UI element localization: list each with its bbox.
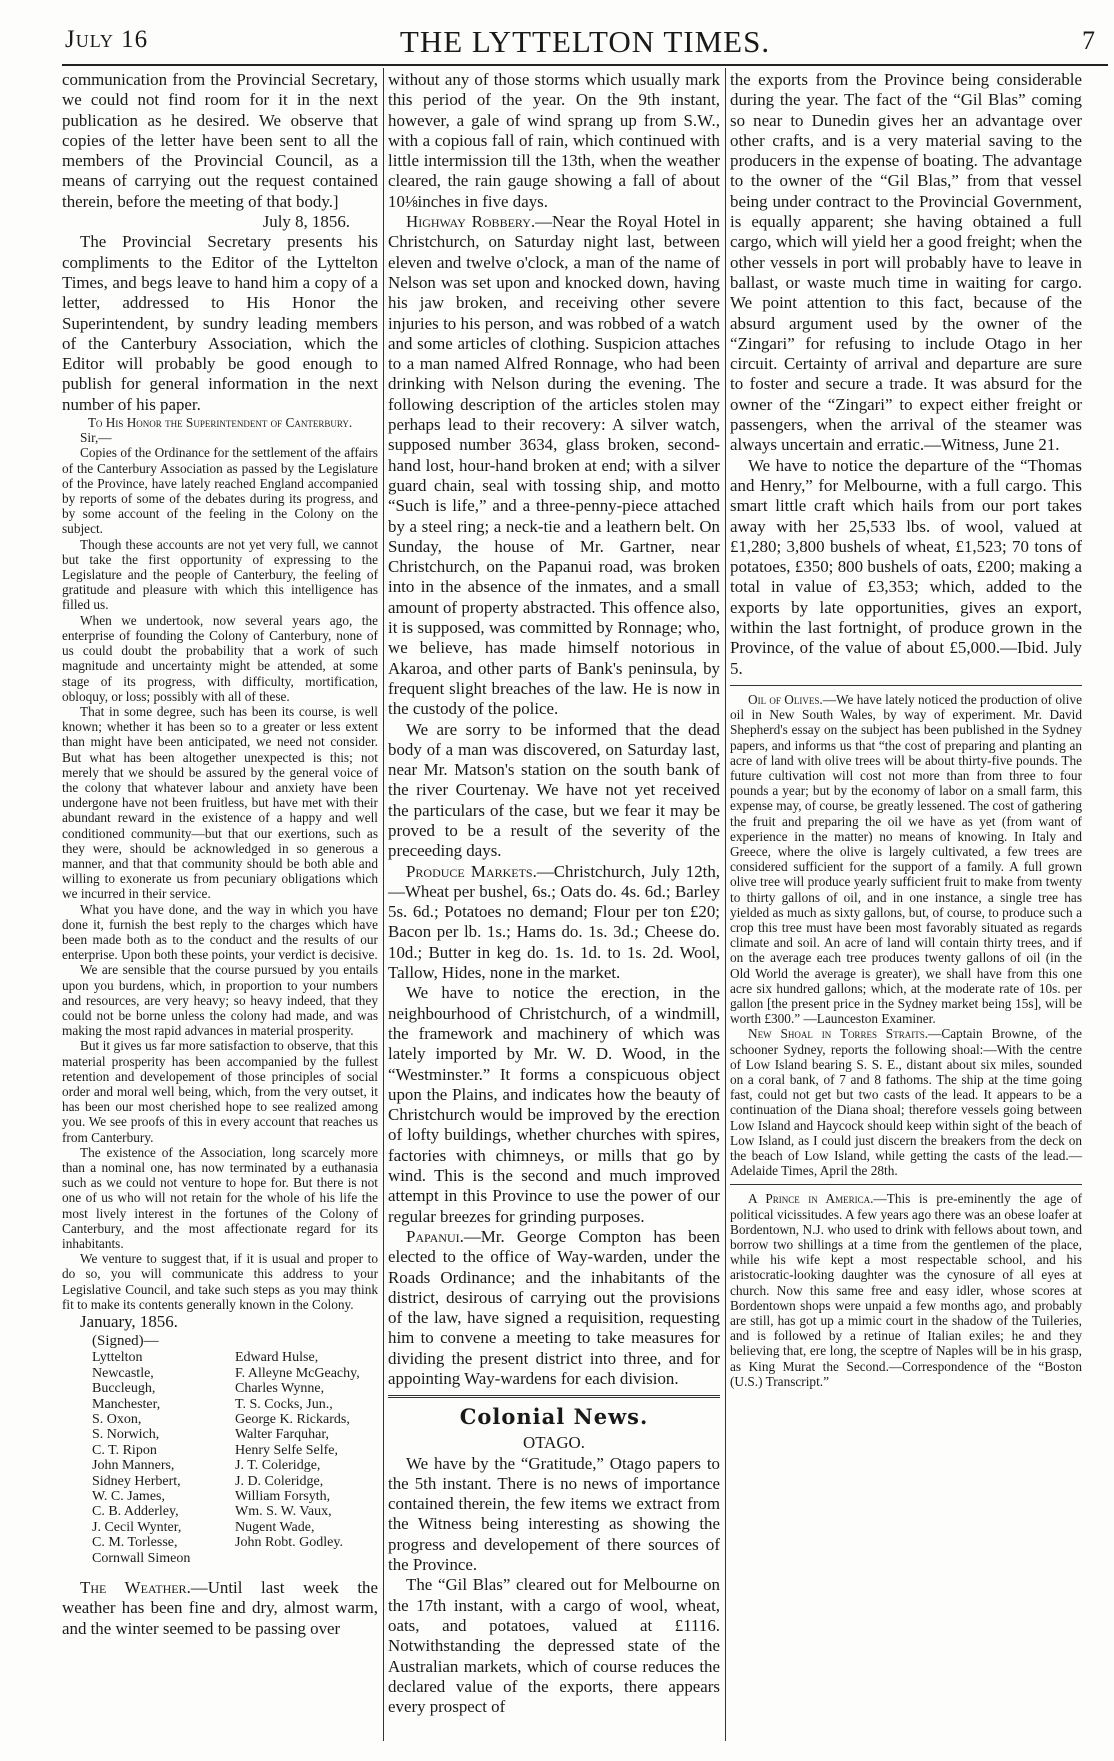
- signatory: Manchester,: [92, 1396, 161, 1412]
- letter-paragraph: Copies of the Ordinance for the settlement of the affairs of the Canterbury Association as passed by the Legislature of the Province, have lately reached England accompanied by reports of some of the debates during its progress, and by some account of the feeling in the Colony on the subject.: [62, 445, 378, 537]
- item-rule: [730, 685, 1082, 686]
- item-body: —Christchurch, July 12th,—Wheat per bushel, 6s.; Oats do. 4s. 6d.; Barley 5s. 6d.; Potatoes no demand; Flour per ton £20; Bacon per lb. 1s.; Hams do. 1s. 3d.; Cheese do. 10d.; Butter in keg do. 1s. 1d. to 1s. 2d. Wool, Tallow, Hides, none in the market.: [388, 861, 720, 983]
- paragraph-weather: [62, 1578, 378, 1639]
- paragraph-prince: [730, 1191, 1082, 1389]
- signatories: [92, 1350, 378, 1566]
- paragraph-shoal: [730, 1026, 1082, 1178]
- item-rule: [730, 1184, 1082, 1185]
- signatory: J. T. Coleridge,: [235, 1458, 321, 1474]
- paragraph: communication from the Provincial Secretary, we could not find room for it in the next publication as he desired. We observe that copies of the letter have been sent to all the members of the Provincial Council, as a means of carrying out the request contained therein, before the meeting of that body.]: [62, 70, 378, 211]
- signatory: J. D. Coleridge,: [235, 1473, 324, 1489]
- letter-paragraph: When we undertook, now several years ago, the enterprise of founding the Colony of Canterbury, none of us could doubt the probability that a work of such magnitude and uncertainty might be attended, at some stage of its progress, with difficulty, mortification, obloquy, or loss; possibly with all of these.: [62, 612, 378, 704]
- letter-paragraph: That in some degree, such has been its course, is well known; whether it has been so to a greater or less extent than might have been anticipated, we need not consider. But what has been altogether unexpected is this; not merely that we should be assured by the general voice of the colony that whatever labour and anxiety have been undergone have not been fruitless, but have met with their abundant reward in the existence of a happy and well conditioned community—but that our exertions, such as they were, should be acknowledged in so generous a manner, and that that community should be both able and willing to exonerate us from pecuniary obligations which we incurred in their service.: [62, 703, 378, 902]
- item-heading: Oil of Olives.: [748, 691, 823, 707]
- signatory: J. Cecil Wynter,: [92, 1519, 182, 1535]
- signatory: George K. Rickards,: [235, 1411, 350, 1427]
- signatory: Henry Selfe Selfe,: [235, 1442, 339, 1458]
- column-divider: [725, 68, 726, 1741]
- paragraph: We have to notice the departure of the “Thomas and Henry,” for Melbourne, with a full cargo. This smart little craft which hails from our port takes away with her 25,533 lbs. of wool, valued at £1,280; 3,800 bushels of wheat, £1,523; 70 tons of potatoes, £350; 800 bushels of oats, £200; making a total in value of £3,353; which, added to the exports by late opportunities, gives an export, within the last fortnight, of produce grown in the Province, of the value of about £5,000.—Ibid. July 5.: [730, 455, 1082, 678]
- letter-addressee: To His Honor the Superintendent of Canterbury.: [87, 415, 353, 431]
- item-heading: Papanui.: [406, 1226, 464, 1246]
- signatory: W. C. James,: [92, 1488, 165, 1504]
- signatory: Buccleugh,: [92, 1381, 156, 1397]
- page-number: 7: [1082, 26, 1095, 55]
- letter-paragraph: We venture to suggest that, if it is usual and proper to do so, you will communicate this address to your Legislative Council, and take such steps as you may think fit to make its contents generally known in the Colony.: [62, 1251, 378, 1312]
- letter-paragraph: Though these accounts are not yet very full, we cannot but take the first opportunity of expressing to the Legislature and the people of Canterbury, the feeling of gratitude and pleasure with which this intelligence has filled us.: [62, 536, 378, 613]
- item-heading: New Shoal in Torres Straits.: [748, 1026, 929, 1042]
- signatory: Walter Farquhar,: [235, 1427, 329, 1443]
- letter-paragraph: What you have done, and the way in which you have done it, furnish the best reply to the charges which have been made both as to the conduct and the results of our enterprise. Upon both these points, your verdict is decisive.: [62, 901, 378, 963]
- paragraph: We are sorry to be informed that the dead body of a man was discovered, on Saturday last, near Mr. Matson's station on the south bank of the river Courtenay. We have not yet received the particulars of the case, but we fear it may be proved to be a result of the severity of the preceeding days.: [388, 719, 720, 861]
- paragraph-robbery: [388, 212, 720, 719]
- letter-paragraph: The existence of the Association, long scarcely more than a nominal one, has now terminated by a euthanasia such as we could not venture to hope for. But there is not one of us who will not retain for the whole of his life the most lively interest in the fortunes of the Colony of Canterbury, and the most affectionate regard for its inhabitants.: [62, 1144, 378, 1252]
- signatory: C. T. Ripon: [92, 1442, 157, 1458]
- letter-paragraph: But it gives us far more satisfaction to observe, that this material prosperity has been accompanied by the fullest retention and developement of those principles of social order and moral well being, which, from the very outset, it has been our most cherished hope to see realized among you. We see proofs of this in every account that reaches us from Canterbury.: [62, 1038, 378, 1145]
- paragraph: We have by the “Gratitude,” Otago papers to the 5th instant. There is no news of importance contained therein, the few items we extract from the Witness being interesting as showing the progress and developement of there sources of the Province.: [388, 1453, 720, 1575]
- signatory: William Forsyth,: [235, 1488, 331, 1504]
- issue-date: July 16: [65, 26, 149, 53]
- item-body: —This is pre-eminently the age of political vicissitudes. A few years ago there was an obese loafer at Bordentown, N.J. who used to drink with fellows about town, and borrow two shillings at a time from the gentlemen of the place, while his wife kept a most respectable school, and his aristocratic-looking daughter was the cynosure of all eyes at church. Now this same free and easy idler, whose scores at Bordentown shops were unpaid a few months ago, and probably are still, has got up a mimic court in the shadow of the Tuileries, and is followed by a retinue of Italian exiles; he and they believing that, ere long, the sceptre of Naples will be in his grasp, as King Murat the Second.—Correspondence of the “Boston (U.S.) Transcript.”: [730, 1191, 1083, 1389]
- signatories-left: [92, 1350, 235, 1566]
- column-2: [388, 70, 720, 1717]
- signatory: F. Alleyne McGeachy,: [235, 1365, 360, 1381]
- signatory: S. Norwich,: [92, 1427, 160, 1443]
- item-body: —We have lately noticed the production of olive oil in New South Wales, by way of experiment. Mr. David Shepherd's essay on the subject has been published in the Sydney papers, and informs us that “the cost of preparing and planting an acre of land with olive trees will be about thirty-five pounds. The future cultivation will cost not more than from three to four pounds a year; but by the economy of labor on a small farm, this expense may, of course, be greatly lessened. The cost of gathering the fruit and preparing the oil we have as yet (from want of experience in the matter) no means of knowing. In Italy and Greece, where the olive is largely cultivated, a few trees are considered sufficient for the support of a family. A full grown olive tree will produce yearly sufficient fruit to make from twenty to thirty gallons of oil, and in one instance, a single tree has yielded as much as sixty gallons, but, of course, to produce such a crop this tree must have been most favorably situated as regards climate and soil. An acre of land will contain thirty trees, and if on the average each tree produces twenty gallons of oil (in the Old World the average is greater), we shall have from this one acre six hundred gallons; which, at the moderate rate of 10s. per gallon [the present price in the Sydney market being 15s], will be worth £300.” —Launceston Examiner.: [730, 691, 1082, 1027]
- subheading: OTAGO.: [523, 1433, 585, 1453]
- signed-label: (Signed)—: [92, 1333, 159, 1350]
- item-heading: Highway Robbery.: [406, 212, 536, 232]
- signatory: John Manners,: [92, 1458, 175, 1474]
- item-heading: The Weather.: [80, 1578, 191, 1598]
- signatory: C. B. Adderley,: [92, 1504, 179, 1520]
- letter-date: January, 1856.: [80, 1312, 178, 1332]
- signatory: S. Oxon,: [92, 1411, 142, 1427]
- paragraph: We have to notice the erection, in the neighbourhood of Christchurch, of a windmill, the framework and machinery of which was lately imported by Mr. W. D. Wood, in the “Westminster.” It forms a conspicuous object upon the Plains, and indicates how the beauty of Christchurch would be improved by the erection of lofty buildings, whether churches with spires, factories with chimneys, or mills that go by wind. This is the second and much improved attempt in this Province to use the power of our regular breezes for grinding purposes.: [388, 983, 720, 1226]
- paragraph-produce: [388, 862, 720, 984]
- signatory: Charles Wynne,: [235, 1381, 325, 1397]
- paragraph-olives: [730, 692, 1082, 1026]
- signatory: Newcastle,: [92, 1365, 154, 1381]
- signatory: Edward Hulse,: [235, 1350, 319, 1366]
- signatory: C. M. Torlesse,: [92, 1535, 178, 1551]
- item-body: —Near the Royal Hotel in Christchurch, on Saturday night last, between eleven and twelve o'clock, a man of the name of Nelson was set upon and knocked down, having his jaw broken, and receiving other severe injuries to his person, and was robbed of a watch and some articles of clothing. Suspicion attaches to a man named Alfred Ronnage, who had been drinking with Nelson during the evening. The following description of the articles stolen may perhaps lead to their recovery: A silver watch, supposed number 3634, glass broken, second-hand lost, hour-hand broken at end; with a silver guard chain, seal with tossing ship, and motto “Such is life,” and a three-penny-piece attached by a steel ring; a neck-tie and a leathern belt. On Sunday, the house of Mr. Gartner, near Christchurch, on the Papanui road, was broken into in the absence of the inmates, and a small amount of property abstracted. This offence also, it is supposed, was committed by Ronnage; who, we believe, has made himself notorious in Akaroa, and other parts of Bank's peninsula, by frequent slight breaches of the law. He is now in the custody of the police.: [388, 212, 720, 719]
- column-3: [730, 70, 1082, 1389]
- signatory: John Robt. Godley.: [235, 1535, 343, 1551]
- paragraph-papanui: [388, 1227, 720, 1389]
- paragraph: without any of those storms which usually mark this period of the year. On the 9th instant, however, a gale of wind sprang up from S.W., with a copious fall of rain, which continued with little intermission till the 13th, when the weather cleared, the rain gauge showing a fall of about 10⅛inches in five days.: [388, 70, 720, 211]
- item-heading: Produce Markets.: [406, 861, 537, 881]
- signatory: Wm. S. W. Vaux,: [235, 1504, 332, 1520]
- masthead-rule: [62, 64, 1108, 66]
- letter-paragraph: We are sensible that the course pursued by you entails upon you burdens, which, in proportion to your numbers and resources, are very heavy; so heavy indeed, that they could not be borne unless the colony had made, and was making the most rapid advances in material prosperity.: [62, 962, 378, 1039]
- item-body: —Mr. George Compton has been elected to the office of Way-warden, under the Roads Ordinance; and the inhabitants of the district, desirous of carrying out the provisions of the law, have signed a requisition, requesting him to convene a meeting to take measures for dividing the present district into three, and for appointing Way-wardens for each division.: [388, 1226, 720, 1388]
- column-1: [62, 70, 378, 1639]
- dateline: July 8, 1856.: [262, 212, 350, 232]
- paragraph: the exports from the Province being considerable during the year. The fact of the “Gil Blas” coming so near to Dunedin gives her an advantage over other crafts, and is a very material saving to the producers in the expense of boating. The advantage to the owner of the “Gil Blas,” from that vessel being under contract to the Provincial Government, is equally apparent; she having obtained a full cargo, which will yield her a good freight; when the other vessels in port will probably have to leave in ballast, or waste much time in waiting for cargo. We point attention to this fact, because of the absurd argument used by the owner of the “Zingari” for refusing to include Otago in her circuit. Certainty of arrival and departure are sure to foster and secure a trade. It was absurd for the owner of the “Zingari” to expect either freight or passengers, when the arrival of the steamer was always uncertain and erratic.—Witness, June 21.: [730, 70, 1082, 455]
- item-body: —Until last week the weather has been fine and dry, almost warm, and the winter seemed to be passing over: [62, 1578, 378, 1638]
- newspaper-title: THE LYTTELTON TIMES.: [399, 24, 771, 59]
- signatory: Cornwall Simeon: [92, 1550, 191, 1566]
- paragraph: The Provincial Secretary presents his compliments to the Editor of the Lyttelton Times, and begs leave to hand him a copy of a letter, addressed to His Honor the Superintendent, by sundry leading members of the Canterbury Association, which the Editor will probably be good enough to publish for general information in the next number of his paper.: [62, 232, 378, 414]
- column-divider: [383, 68, 384, 1741]
- signatories-right: [235, 1350, 378, 1566]
- masthead: [65, 24, 1105, 62]
- letter-salutation: Sir,—: [80, 430, 112, 446]
- item-body: —Captain Browne, of the schooner Sydney, reports the following shoal:—With the centre of Low Island bearing S. S. E., distant about six miles, sounded on a coral bank, of 7 and 8 fathoms. The ship at the time going fast, could not get but two casts of the lead. It appears to be a continuation of the Diana shoal; therefore vessels going between Low Island and Haycock should keep within sight of the beach of Low Island, as I could just discern the breakers from the deck on the beach of Low Island, while getting the casts of the lead.—Adelaide Times, April the 28th.: [730, 1026, 1083, 1179]
- signatory: Nugent Wade,: [235, 1519, 315, 1535]
- signatory: Lyttelton: [92, 1350, 143, 1366]
- signatory: T. S. Cocks, Jun.,: [235, 1396, 333, 1412]
- signatory: Sidney Herbert,: [92, 1473, 181, 1489]
- section-heading: Colonial News.: [459, 1404, 649, 1430]
- section-rule: [388, 1395, 720, 1398]
- paragraph: The “Gil Blas” cleared out for Melbourne on the 17th instant, with a cargo of wool, wheat, oats, and potatoes, valued at £1116. Notwithstanding the depressed state of the Australian markets, which of course reduces the declared value of the exports, there appears every prospect of: [388, 1575, 720, 1717]
- item-heading: A Prince in America.: [748, 1191, 874, 1207]
